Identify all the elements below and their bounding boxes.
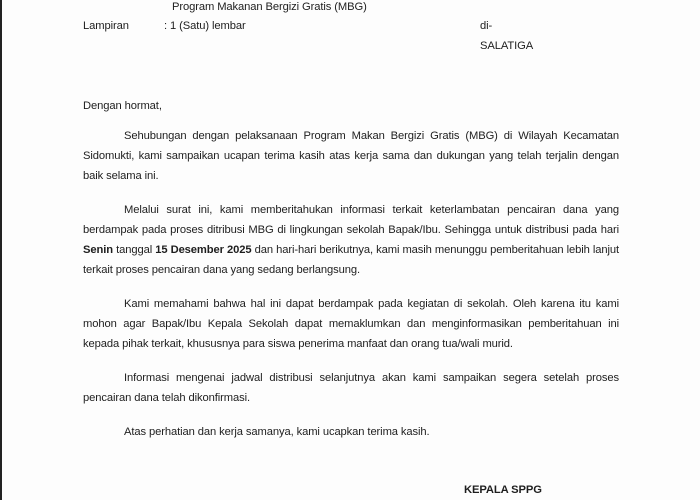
attachment-label: Lampiran <box>83 20 129 32</box>
salutation: Dengan hormat, <box>83 100 162 112</box>
delay-notice-text-3: dan hari-hari berikutnya, kami masih menunggu pemberitahuan lebih lanjut terkait proses pencairan dana yang sedang berlangsung. <box>83 244 619 276</box>
distribution-date: 15 Desember 2025 <box>155 244 252 256</box>
delay-notice-text-1: Melalui surat ini, kami memberitahukan informasi terkait keterlambatan pencairan dana yang berdampak pada proses ditribusi MBG di lingkungan sekolah Bapak/Ibu. Sehingga untuk distribusi pada hari <box>83 204 619 236</box>
paragraph-delay-notice <box>83 200 619 280</box>
recipient-prefix: di- <box>480 20 493 32</box>
paragraph-followup: Informasi mengenai jadwal distribusi selanjutnya akan kami sampaikan segera setelah proses pencairan dana telah dikonfirmasi. <box>83 372 619 404</box>
paragraph-request: Kami memahami bahwa hal ini dapat berdampak pada kegiatan di sekolah. Oleh karena itu kami mohon agar Bapak/Ibu Kepala Sekolah dapat memaklumkan dan menginformasikan pemberitahuan ini kepada pihak terkait, khususnya para siswa penerima manfaat dan orang tua/wali murid. <box>83 298 619 350</box>
distribution-day: Senin <box>83 244 113 256</box>
paragraph-appreciation: Sehubungan dengan pelaksanaan Program Makan Bergizi Gratis (MBG) di Wilayah Kecamatan Sidomukti, kami sampaikan ucapan terima kasih atas kerja sama dan dukungan yang telah terjalin dengan baik selama ini. <box>83 130 619 182</box>
signature-title: KEPALA SPPG <box>464 484 542 496</box>
attachment-value: : 1 (Satu) lembar <box>164 20 246 32</box>
delay-notice-text-2: tanggal <box>112 244 156 256</box>
recipient-city: SALATIGA <box>480 40 534 52</box>
letter-body <box>83 100 619 442</box>
page-left-edge <box>0 0 2 500</box>
closing-line: Atas perhatian dan kerja samanya, kami ucapkan terima kasih. <box>124 426 430 438</box>
subject-continuation: Program Makanan Bergizi Gratis (MBG) <box>172 1 367 13</box>
